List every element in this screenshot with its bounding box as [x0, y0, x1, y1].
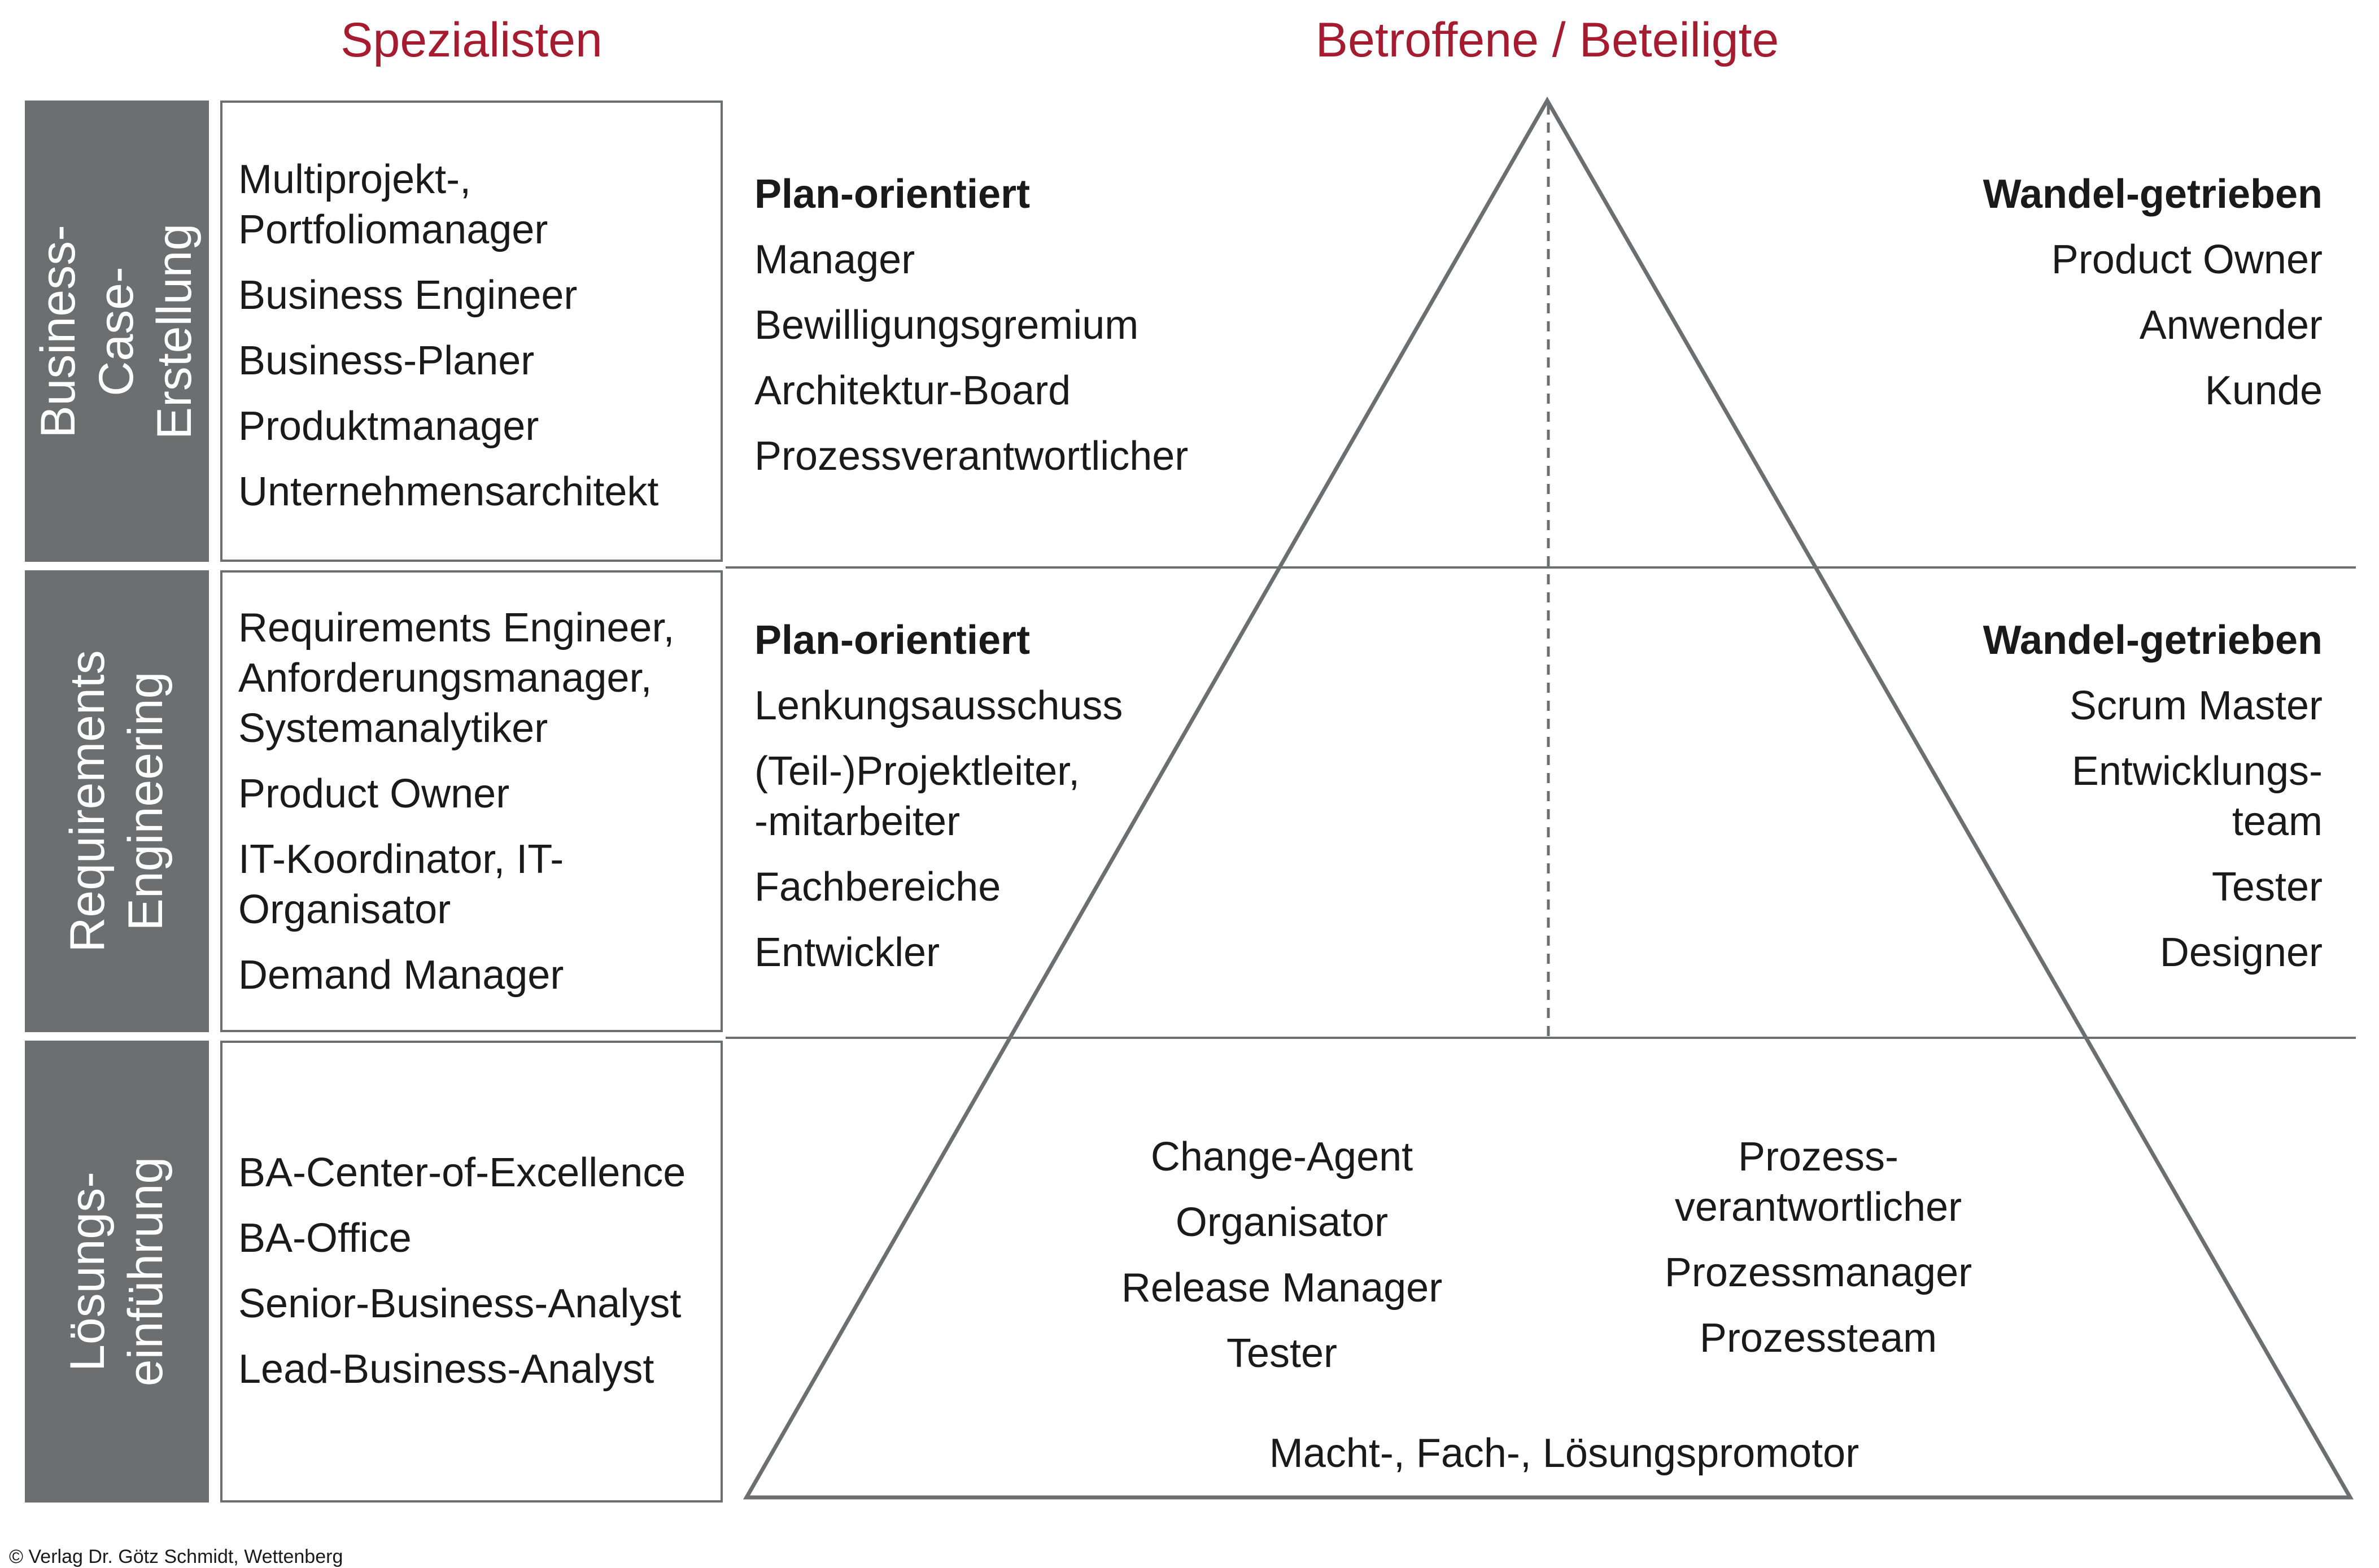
specialists-box-3 — [220, 1041, 723, 1503]
specialist-item: Demand Manager — [238, 953, 564, 998]
change-list-1 — [1983, 169, 2323, 431]
specialist-item: IT-Koordinator, IT- Organisator — [238, 837, 564, 932]
plan-item: Manager — [754, 237, 915, 282]
specialists-header: Spezialisten — [341, 13, 603, 67]
specialist-item: Produktmanager — [238, 404, 539, 449]
plan-item: Prozessverantwortlicher — [754, 434, 1189, 479]
rollout-item: Prozessmanager — [1664, 1250, 1972, 1295]
plan-item: Architektur-Board — [754, 368, 1071, 413]
specialist-item: Lead-Business-Analyst — [238, 1347, 654, 1392]
specialist-item: Business-Planer — [238, 338, 535, 383]
promotor-label: Macht-, Fach-, Lösungspromotor — [1269, 1431, 1859, 1476]
phase-label: Requirements Engineering — [60, 650, 173, 953]
specialist-item: Unternehmensarchitekt — [238, 469, 659, 514]
phase-solution-rollout — [25, 1041, 209, 1503]
specialist-item: Business Engineer — [238, 273, 578, 318]
rollout-item: Change-Agent — [1150, 1134, 1413, 1180]
rollout-item: Prozess- verantwortlicher — [1674, 1134, 1962, 1230]
change-item: Scrum Master — [2069, 683, 2323, 728]
rollout-item: Release Manager — [1121, 1265, 1443, 1311]
specialist-item: Product Owner — [238, 771, 510, 816]
change-item: Product Owner — [2051, 237, 2323, 282]
specialists-box-2 — [220, 570, 723, 1032]
plan-item: Fachbereiche — [754, 864, 1001, 910]
plan-list-1 — [754, 169, 1188, 497]
specialists-list-2 — [238, 603, 674, 1016]
phase-label: Lösungs- einführung — [60, 1156, 173, 1387]
phase-requirements — [25, 570, 209, 1032]
change-heading: Wandel-getrieben — [1983, 618, 2323, 663]
rollout-right-list — [1592, 1132, 2044, 1379]
plan-item: (Teil-)Projektleiter, -mitarbeiter — [754, 749, 1080, 844]
rollout-item: Organisator — [1175, 1200, 1389, 1245]
change-item: Kunde — [2205, 368, 2323, 413]
change-item: Designer — [2159, 930, 2323, 975]
rollout-item: Tester — [1226, 1331, 1338, 1376]
plan-heading: Plan-orientiert — [754, 172, 1031, 217]
copyright-footer: © Verlag Dr. Götz Schmidt, Wettenberg — [9, 1546, 343, 1567]
phase-label: Business-Case- Erstellung — [31, 223, 202, 439]
plan-item: Lenkungsausschuss — [754, 683, 1123, 728]
change-list-2 — [1983, 615, 2323, 993]
specialist-item: Multiprojekt-, Portfoliomanager — [238, 157, 548, 252]
change-item: Entwicklungs- team — [2071, 749, 2323, 844]
specialists-box-1 — [220, 101, 723, 562]
phase-business-case — [25, 101, 209, 562]
change-item: Anwender — [2139, 303, 2323, 348]
plan-heading: Plan-orientiert — [754, 618, 1031, 663]
specialist-item: Requirements Engineer, Anforderungsmanager, Systemanalytiker — [238, 605, 675, 751]
specialist-item: Senior-Business-Analyst — [238, 1281, 682, 1326]
plan-item: Bewilligungsgremium — [754, 303, 1139, 348]
change-item: Tester — [2211, 864, 2323, 910]
plan-list-2 — [754, 615, 1123, 993]
specialists-list-1 — [238, 155, 658, 532]
specialist-item: BA-Office — [238, 1216, 412, 1261]
rollout-left-list — [1056, 1132, 1508, 1394]
change-heading: Wandel-getrieben — [1983, 172, 2323, 217]
plan-item: Entwickler — [754, 930, 940, 975]
specialist-item: BA-Center-of-Excellence — [238, 1150, 686, 1195]
rollout-item: Prozessteam — [1699, 1316, 1937, 1361]
affected-header: Betroffene / Beteiligte — [1315, 13, 1779, 67]
specialists-list-3 — [238, 1148, 686, 1410]
